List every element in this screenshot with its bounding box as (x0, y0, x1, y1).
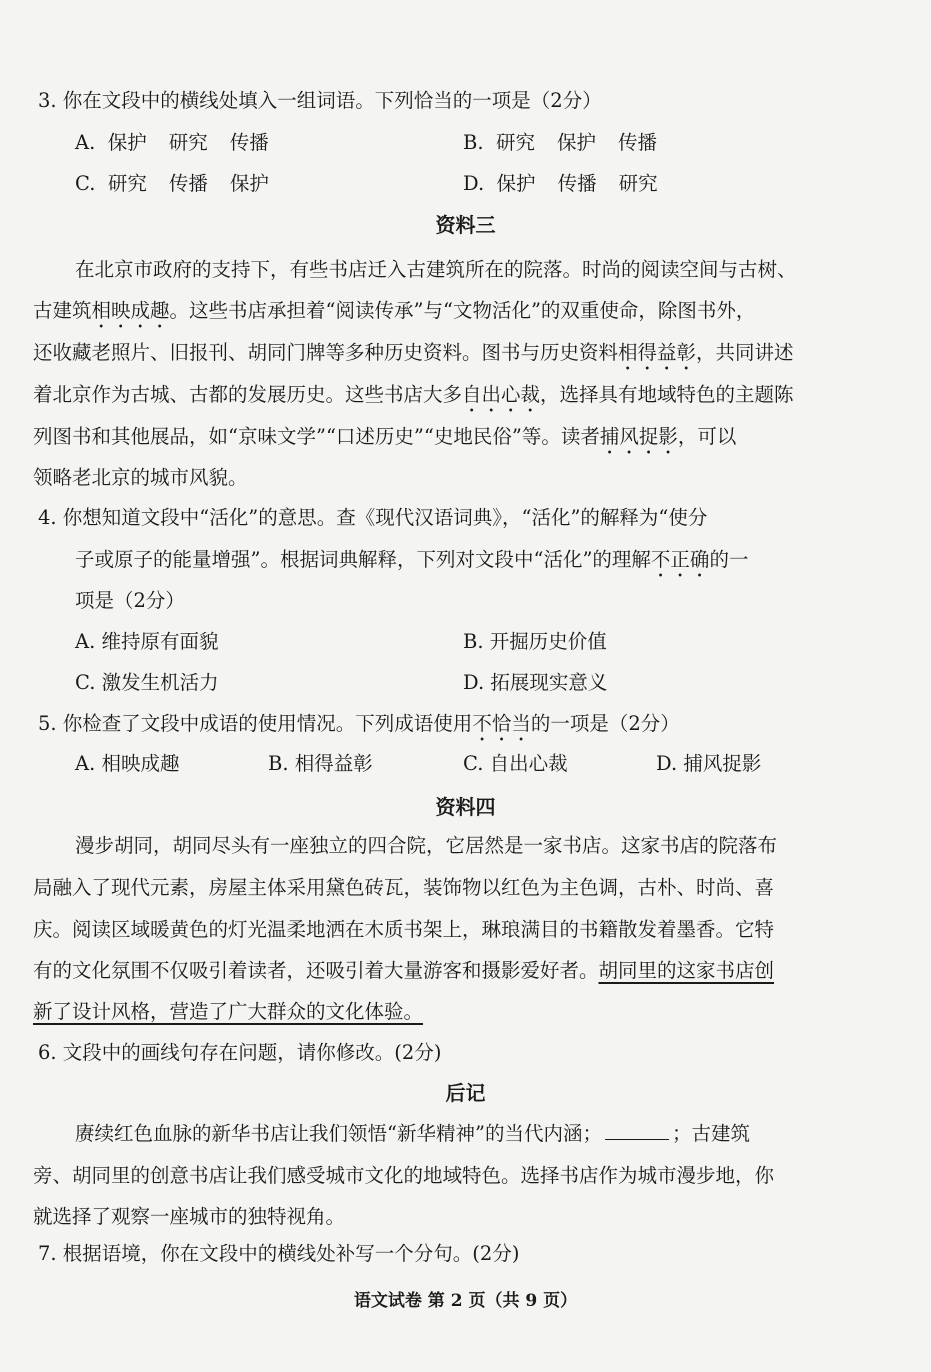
q3-option-a: A. 保护 研究 传播 (75, 131, 269, 154)
q5-option-a: A. 相映成趣 (75, 752, 180, 775)
q6-stem: 6. 文段中的画线句存在问题，请你修改。(2分) (38, 1041, 442, 1064)
afterword-line3: 就选择了观察一座城市的独特视角。 (33, 1205, 346, 1228)
q5-stem: 5. 你检查了文段中成语的使用情况。下列成语使用不恰当的一项是（2分） (38, 712, 680, 735)
material3-line4: 着北京作为古城、古都的发展历史。这些书店大多自出心裁，选择具有地域特色的主题陈 (33, 383, 794, 406)
material4-title: 资料四 (435, 795, 496, 819)
q4-stem-line1: 4. 你想知道文段中“活化”的意思。查《现代汉语词典》，“活化”的解释为“使分 (38, 506, 708, 529)
q5-option-c: C. 自出心裁 (463, 752, 568, 775)
material3-line5: 列图书和其他展品，如“京味文学”“口述历史”“史地民俗”等。读者捕风捉影，可以 (33, 425, 737, 448)
q4-option-c: C. 激发生机活力 (75, 671, 219, 694)
q7-stem: 7. 根据语境，你在文段中的横线处补写一个分句。(2分) (38, 1242, 520, 1265)
fill-blank (605, 1123, 669, 1140)
q4-option-b: B. 开掘历史价值 (463, 630, 607, 653)
afterword-title: 后记 (445, 1081, 486, 1105)
q4-stem-line2: 子或原子的能量增强”。根据词典解释，下列对文段中“活化”的理解不正确的一 (75, 548, 749, 571)
q3-option-d: D. 保护 传播 研究 (463, 172, 658, 195)
material3-line3: 还收藏老照片、旧报刊、胡同门牌等多种历史资料。图书与历史资料相得益彰，共同讲述 (33, 341, 794, 364)
q5-option-d: D. 捕风捉影 (656, 752, 762, 775)
material3-title: 资料三 (435, 213, 496, 237)
q3-option-c: C. 研究 传播 保护 (75, 172, 269, 195)
material4-line1: 漫步胡同，胡同尽头有一座独立的四合院，它居然是一家书店。这家书店的院落布 (75, 834, 778, 857)
q3-option-b: B. 研究 保护 传播 (463, 131, 657, 154)
underlined-sentence-part1: 胡同里的这家书店创 (598, 959, 775, 982)
material4-line2: 局融入了现代元素，房屋主体采用黛色砖瓦，装饰物以红色为主色调，古朴、时尚、喜 (33, 876, 775, 899)
material4-line5 (33, 1000, 423, 1024)
material4-line3: 庆。阅读区域暖黄色的灯光温柔地洒在木质书架上，琳琅满目的书籍散发着墨香。它特 (33, 918, 775, 941)
q4-stem-line3: 项是（2分） (75, 589, 185, 612)
underlined-sentence-part2: 新了设计风格，营造了广大群众的文化体验。 (33, 1000, 424, 1023)
page-footer: 语文试卷 第 2 页（共 9 页） (353, 1291, 578, 1311)
afterword-line1: 赓续红色血脉的新华书店让我们领悟“新华精神”的当代内涵； ；古建筑 (75, 1122, 750, 1145)
afterword-line2: 旁、胡同里的创意书店让我们感受城市文化的地域特色。选择书店作为城市漫步地，你 (33, 1164, 775, 1187)
material3-line2: 古建筑相映成趣。这些书店承担着“阅读传承”与“文物活化”的双重使命，除图书外， (33, 299, 756, 322)
material3-line6: 领略老北京的城市风貌。 (33, 466, 248, 489)
q4-option-d: D. 拓展现实意义 (463, 671, 608, 694)
material4-line4: 有的文化氛围不仅吸引着读者，还吸引着大量游客和摄影爱好者。胡同里的这家书店创 (33, 959, 775, 982)
material3-line1: 在北京市政府的支持下，有些书店迁入古建筑所在的院落。时尚的阅读空间与古树、 (75, 258, 797, 281)
q3-stem: 3. 你在文段中的横线处填入一组词语。下列恰当的一项是（2分） (38, 89, 602, 112)
q4-option-a: A. 维持原有面貌 (75, 630, 219, 653)
q5-option-b: B. 相得益彰 (268, 752, 373, 775)
